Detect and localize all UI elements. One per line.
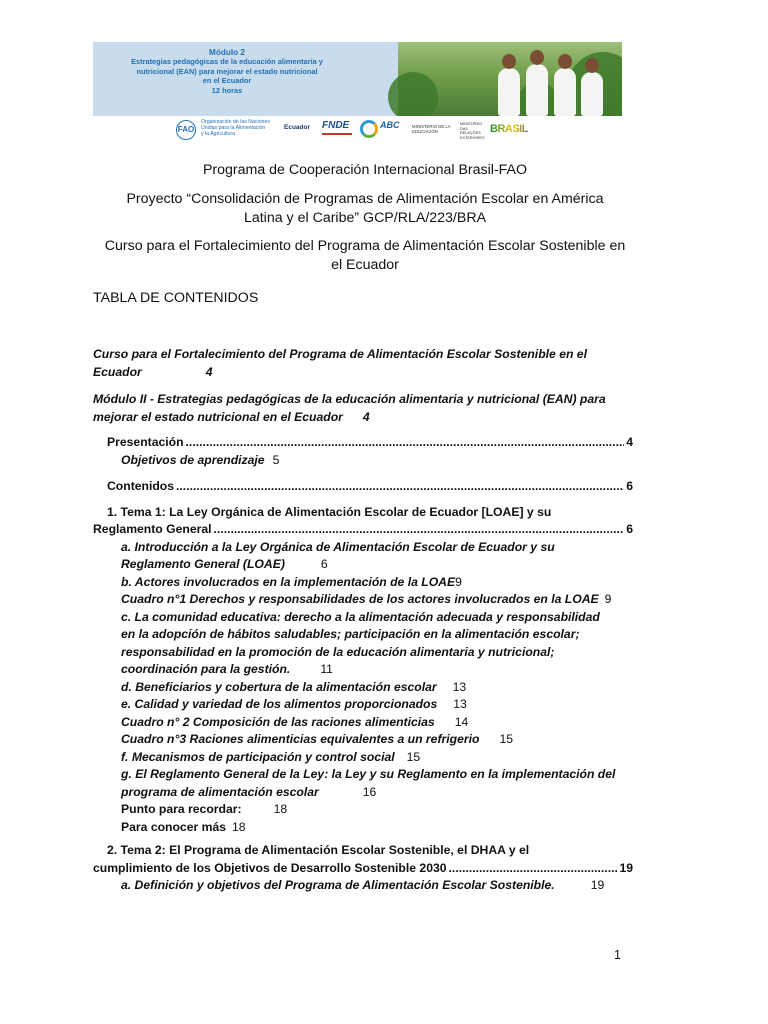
program-heading: Programa de Cooperación Internacional Brasil-FAO	[202, 162, 528, 178]
toc-entry-cuadro-3[interactable]: Cuadro n°3 Raciones alimenticias equivalentes a un refrigerio 15	[121, 732, 513, 746]
toc-entry-2a[interactable]: a. Definición y objetivos del Programa de Alimentación Escolar Sostenible. 19	[121, 878, 605, 892]
toc-entry-tema-1[interactable]: 1. Tema 1: La Ley Orgánica de Alimentación Escolar de Ecuador [LOAE] y su Reglamento General ..... 6	[93, 504, 633, 539]
toc-entry-course[interactable]: Curso para el Fortalecimiento del Programa de Alimentación Escolar Sostenible en el Ecuador 4	[93, 347, 587, 379]
toc-entry-1g[interactable]: g. El Reglamento General de la Ley: la Ley y su Reglamento en la implementación del programa de alimentación escolar 16	[121, 767, 616, 799]
foreign-relations-logo: MINISTÉRIO DAS RELAÇÕES EXTERIORES	[460, 122, 485, 140]
module-banner	[93, 42, 622, 116]
education-ministry-logo: MINISTERIO DE LA EDUCACIÓN	[412, 124, 451, 134]
toc-entry-presentacion[interactable]: Presentación ..... 4	[93, 434, 633, 452]
toc-entry-contenidos[interactable]: Contenidos ..... 6	[93, 478, 633, 496]
toc-entry-cuadro-1[interactable]: Cuadro n°1 Derechos y responsabilidades de los actores involucrados en la LOAE 9	[121, 592, 612, 606]
toc-entry-tema-2[interactable]: 2. Tema 2: El Programa de Alimentación Escolar Sostenible, el DHAA y el cumplimiento de los Objetivos de Desarrollo Sostenible 2030 ..... 19	[93, 842, 633, 877]
banner-module: Módulo 2	[209, 48, 245, 57]
toc-entry-module[interactable]: Módulo II - Estrategias pedagógicas de la educación alimentaria y nutricional (EAN) para mejorar el estado nutricional en el Ecuador 4	[93, 392, 606, 424]
abc-logo: ABC	[360, 118, 400, 142]
fao-emblem-icon: FAO	[176, 120, 196, 140]
toc-title: TABLA DE CONTENIDOS	[93, 290, 259, 306]
banner-hours: 12 horas	[211, 85, 243, 95]
toc-entry-conocer[interactable]: Para conocer más 18	[121, 819, 246, 834]
banner-title-line: nutricional (EAN) para mejorar el estado nutricional	[136, 66, 318, 76]
toc-entry-1f[interactable]: f. Mecanismos de participación y control social 15	[121, 749, 421, 764]
fnde-logo: FNDE	[322, 118, 354, 142]
toc-entry-punto[interactable]: Punto para recordar: 18	[121, 802, 288, 816]
toc-entry-1c[interactable]: c. La comunidad educativa: derecho a la alimentación adecuada y responsabilidad en la adopción de hábitos saludables; participación en la alimentación escolar; responsabilidad en la promoción de la educación alimentaria y nutricional; coordinación para la gestión. 11	[121, 609, 600, 676]
partner-logos	[176, 118, 536, 142]
page-number: 1	[614, 948, 621, 962]
toc-entry-objetivos[interactable]: Objetivos de aprendizaje 5	[121, 452, 280, 467]
fao-logo: FAO Organización de las Naciones Unidas para la Alimentación y la Agricultura	[176, 118, 276, 142]
toc-entry-1e[interactable]: e. Calidad y variedad de los alimentos proporcionados 13	[121, 697, 467, 711]
project-heading: Proyecto “Consolidación de Programas de Alimentación Escolar en América Latina y el Caribe” GCP/RLA/223/BRA	[126, 191, 604, 226]
banner-title-line: Estrategias pedagógicas de la educación alimentaria y	[131, 57, 323, 67]
brasil-government-logo: BRASIL	[490, 118, 536, 142]
students-photo	[398, 42, 622, 116]
banner-title-line: en el Ecuador	[202, 76, 252, 86]
table-of-contents	[93, 346, 633, 895]
ecuador-government-logo: Ecuador	[284, 124, 311, 131]
abc-ring-icon	[360, 120, 378, 138]
toc-entry-cuadro-2[interactable]: Cuadro n° 2 Composición de las raciones alimenticias 14	[121, 714, 469, 729]
course-heading: Curso para el Fortalecimiento del Programa de Alimentación Escolar Sostenible en el Ecuador	[104, 238, 626, 273]
toc-entry-1a[interactable]: a. Introducción a la Ley Orgánica de Alimentación Escolar de Ecuador y su Reglamento General (LOAE) 6	[121, 539, 555, 571]
banner-text	[93, 48, 361, 95]
toc-entry-1d[interactable]: d. Beneficiarios y cobertura de la alimentación escolar 13	[121, 679, 467, 694]
toc-entry-1b[interactable]: b. Actores involucrados en la implementación de la LOAE9	[121, 574, 462, 589]
